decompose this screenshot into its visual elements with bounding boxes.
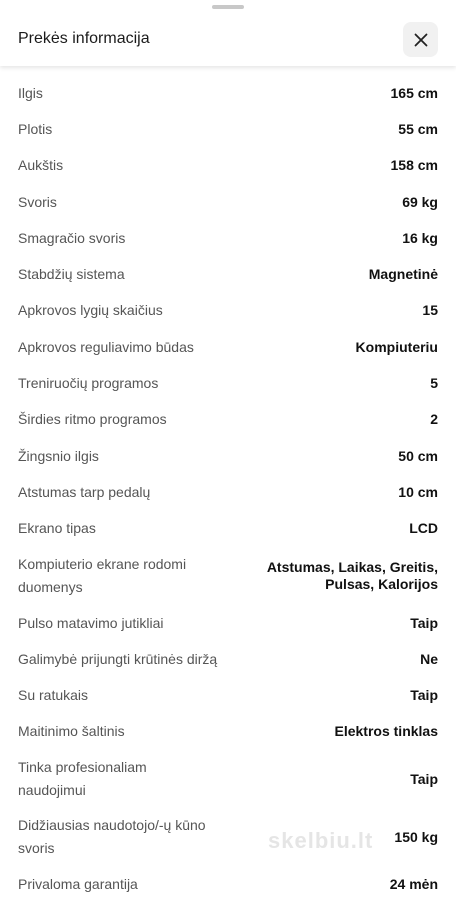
spec-value: 69 kg [402,193,438,210]
spec-value: Ne [420,650,438,667]
spec-value: Taip [410,687,438,704]
spec-label: Aukštis [18,157,64,174]
spec-row [0,511,456,547]
spec-value: 2 [430,411,438,428]
watermark: skelbiu.lt [268,828,374,853]
spec-label: Plotis [18,120,53,137]
spec-value: Atstumas, Laikas, Greitis, Pulsas, Kalorijos [266,558,438,592]
spec-value: Taip [410,770,438,787]
spec-row [0,220,456,256]
spec-label: Didžiausias naudotojo/-ų kūno svoris [18,817,206,857]
spec-label: Svoris [18,193,57,210]
spec-value: 150 kg [394,828,438,845]
spec-list [0,75,456,900]
spec-label: Maitinimo šaltinis [18,723,125,740]
spec-value: 55 cm [398,120,438,137]
spec-row [0,605,456,641]
spec-value: Elektros tinklas [334,723,438,740]
spec-label: Širdies ritmo programos [18,411,167,428]
spec-label: Atstumas tarp pedalų [18,483,151,500]
spec-label: Kompiuterio ekrane rodomi duomenys [18,555,187,595]
page-title: Prekės informacija [18,30,150,47]
spec-row [0,677,456,713]
spec-row [0,750,456,808]
spec-label: Smagračio svoris [18,229,126,246]
spec-row [0,438,456,474]
spec-label: Stabdžių sistema [18,266,125,283]
spec-value: 16 kg [402,229,438,246]
spec-value: 5 [430,375,438,392]
spec-row [0,808,456,866]
close-icon [414,33,428,47]
spec-value: LCD [409,520,438,537]
spec-row [0,402,456,438]
spec-row [0,256,456,292]
spec-value: 10 cm [398,483,438,500]
spec-row [0,866,456,900]
spec-row [0,293,456,329]
spec-row [0,148,456,184]
close-button[interactable] [403,22,438,57]
spec-label: Su ratukais [18,687,89,704]
spec-value: Magnetinė [368,266,438,283]
spec-row [0,714,456,750]
spec-label: Galimybė prijungti krūtinės diržą [18,650,218,667]
sheet-header [0,0,456,66]
spec-value: 24 mėn [389,875,438,892]
spec-row [0,184,456,220]
spec-row [0,111,456,147]
spec-label: Treniruočių programos [18,375,159,392]
spec-label: Apkrovos lygių skaičius [18,302,163,319]
spec-label: Apkrovos reguliavimo būdas [18,338,194,355]
drag-handle[interactable] [212,5,244,9]
spec-value: 165 cm [390,84,438,101]
spec-row [0,365,456,401]
spec-value: Taip [410,614,438,631]
spec-row [0,329,456,365]
spec-row [0,547,456,605]
spec-value: 15 [422,302,438,319]
spec-row [0,641,456,677]
spec-label: Ilgis [18,84,43,101]
spec-value: 50 cm [398,447,438,464]
spec-value: 158 cm [390,157,438,174]
spec-label: Žingsnio ilgis [18,447,99,464]
spec-row [0,474,456,510]
spec-label: Tinka profesionaliam naudojimui [18,759,147,799]
spec-value: Kompiuteriu [355,338,438,355]
spec-label: Ekrano tipas [18,520,96,537]
spec-row [0,75,456,111]
spec-label: Privaloma garantija [18,875,138,892]
spec-label: Pulso matavimo jutikliai [18,614,164,631]
